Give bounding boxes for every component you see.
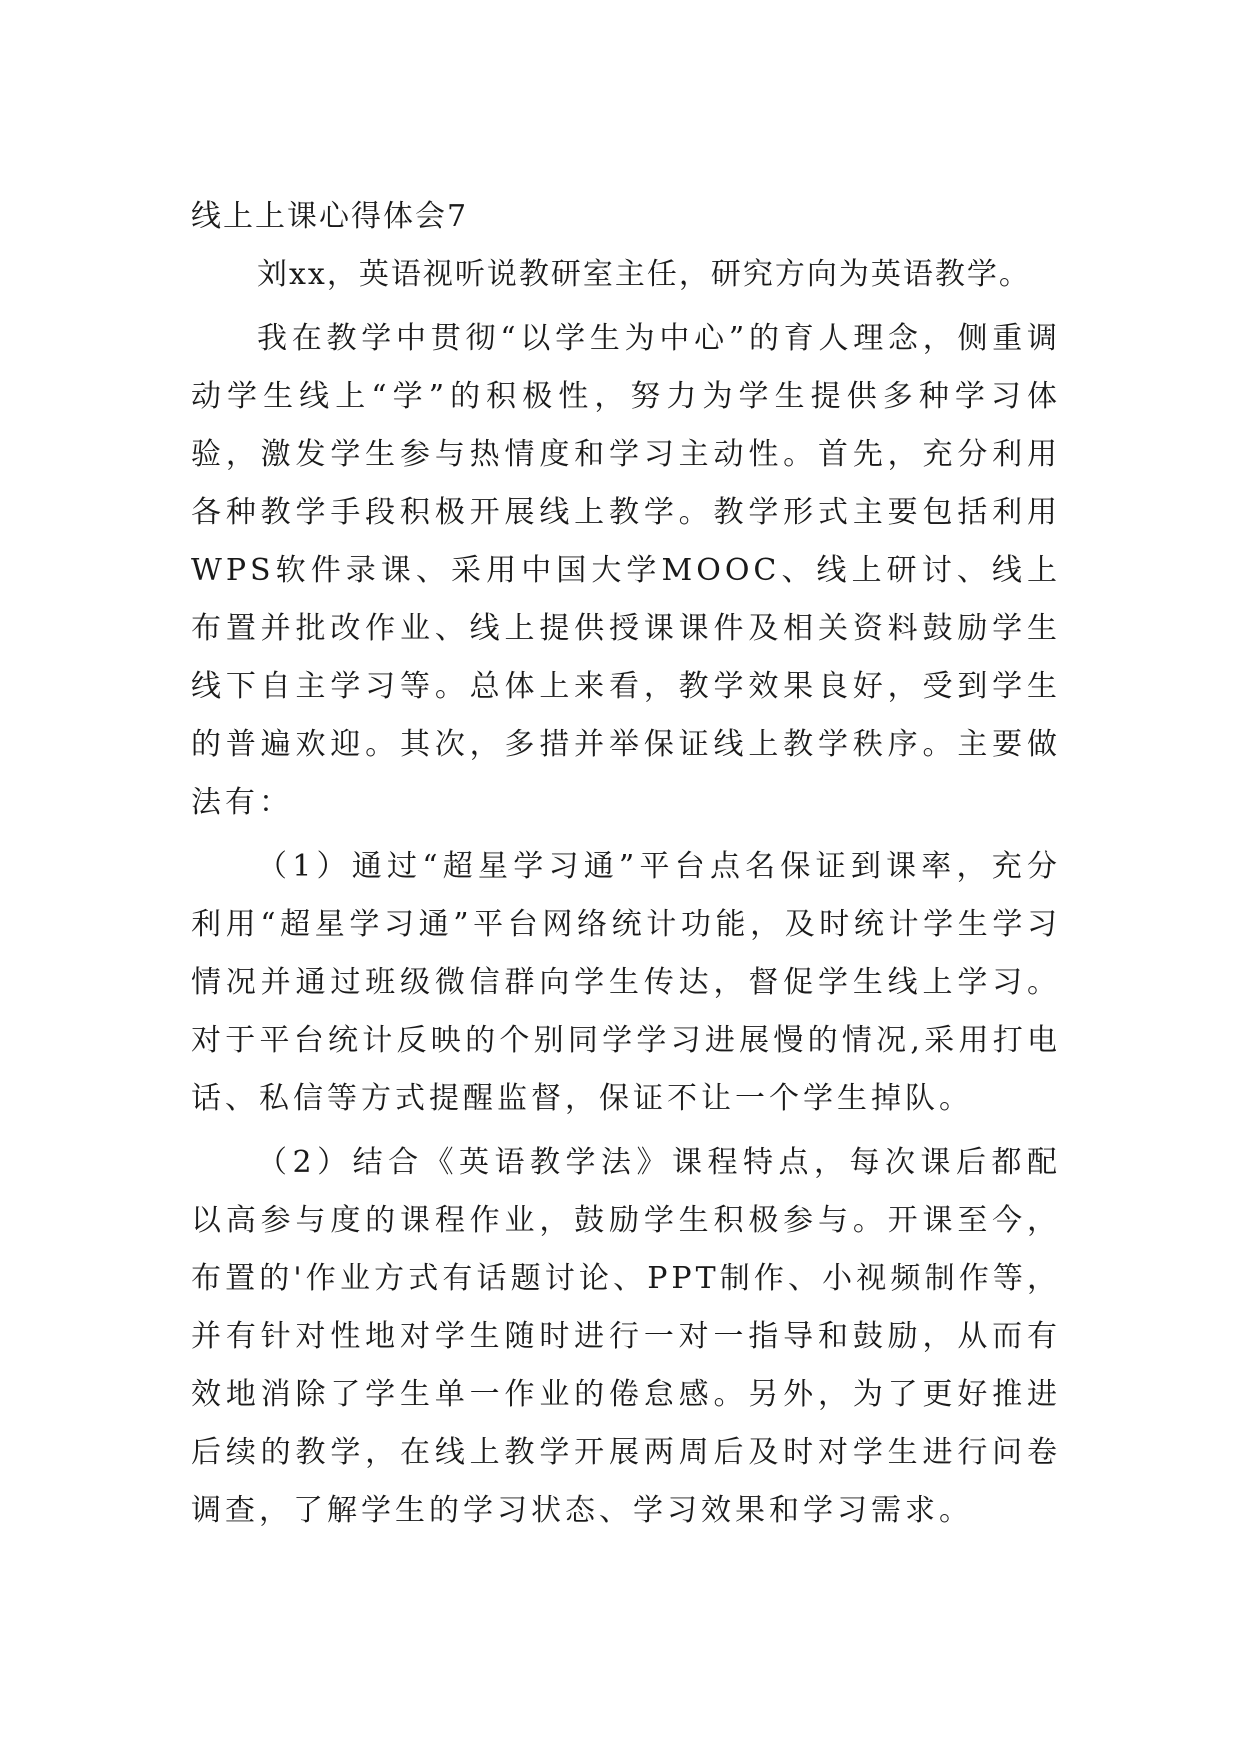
paragraph-intro: 我在教学中贯彻“以学生为中心”的育人理念，侧重调动学生线上“学”的积极性，努力为学生提供多种学习体验，激发学生参与热情度和学习主动性。首先，充分利用各种教学手段积极开展线上教学。教学形式主要包括利用WPS软件录课、采用中国大学MOOC、线上研讨、线上布置并批改作业、线上提供授课课件及相关资料鼓励学生线下自主学习等。总体上来看，教学效果良好，受到学生的普遍欢迎。其次，多措并举保证线上教学秩序。主要做法有： bbox=[191, 321, 1061, 820]
paragraph-point-2: （2）结合《英语教学法》课程特点，每次课后都配以高参与度的课程作业，鼓励学生积极参与。开课至今，布置的'作业方式有话题讨论、PPT制作、小视频制作等，并有针对性地对学生随时进行一对一指导和鼓励，从而有效地消除了学生单一作业的倦怠感。另外，为了更好推进后续的教学，在线上教学开展两周后及时对学生进行问卷调查，了解学生的学习状态、学习效果和学习需求。 bbox=[191, 1145, 1061, 1528]
document-body bbox=[191, 188, 1061, 1540]
author-line: 刘xx，英语视听说教研室主任，研究方向为英语教学。 bbox=[257, 257, 1031, 292]
document-title: 线上上课心得体会7 bbox=[191, 199, 469, 234]
paragraph-point-1: （1）通过“超星学习通”平台点名保证到课率，充分利用“超星学习通”平台网络统计功能，及时统计学生学习情况并通过班级微信群向学生传达，督促学生线上学习。对于平台统计反映的个别同学学习进展慢的情况,采用打电话、私信等方式提醒监督，保证不让一个学生掉队。 bbox=[191, 849, 1061, 1116]
